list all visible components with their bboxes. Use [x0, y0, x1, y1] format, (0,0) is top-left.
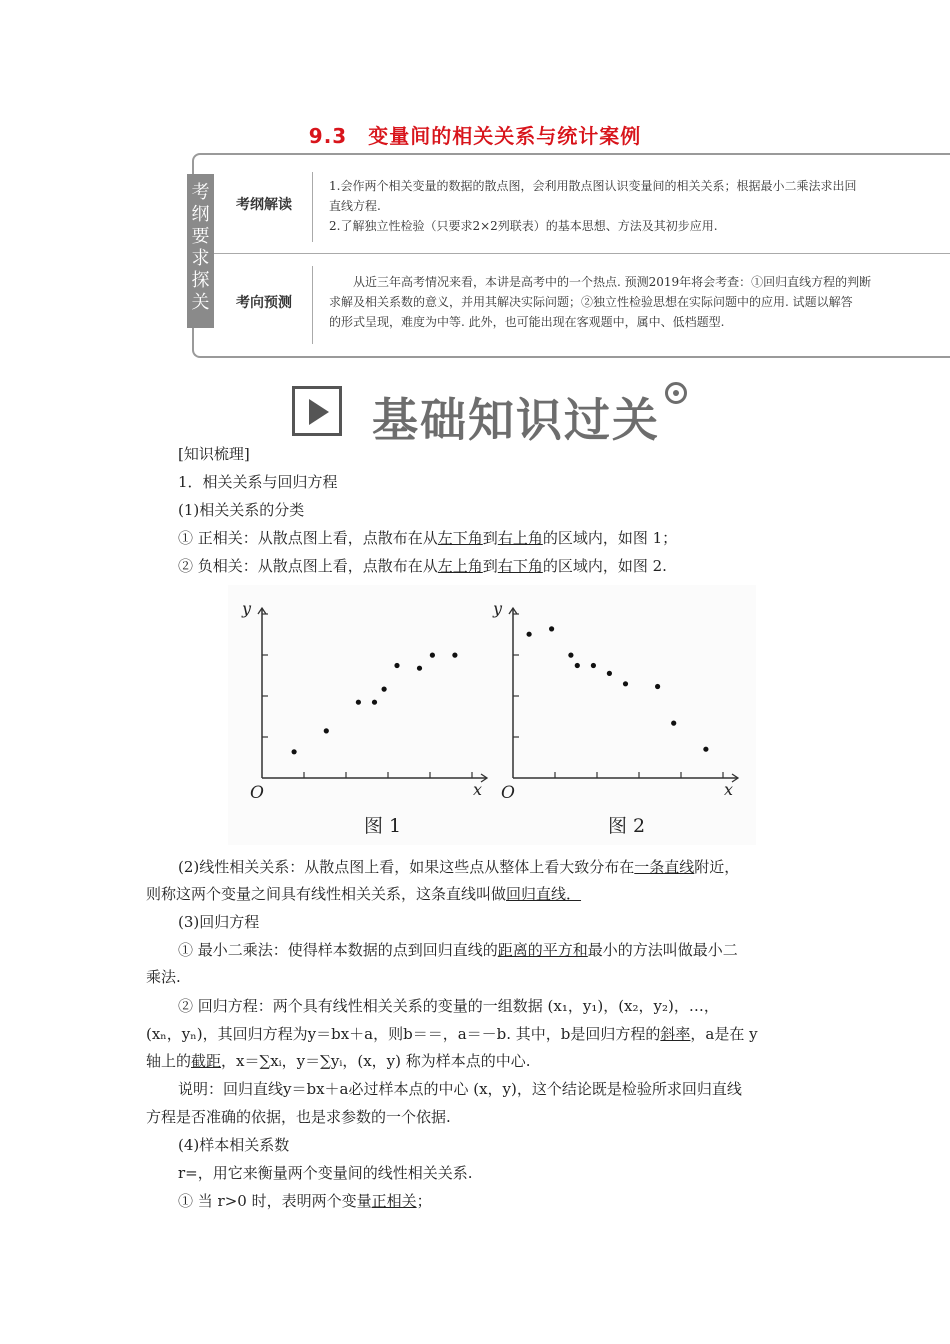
scatter-figure	[228, 585, 756, 845]
scatter-point	[607, 671, 612, 676]
requirements-row-text	[329, 272, 950, 332]
scatter-point	[430, 653, 435, 658]
scatter-point	[324, 728, 329, 733]
requirements-row-text	[329, 176, 950, 236]
y-axis-label: y	[493, 599, 503, 618]
requirements-row-forecast	[214, 254, 950, 352]
x-axis-label: x	[473, 780, 483, 799]
blank-answer: 右下角	[497, 557, 543, 575]
regression-equation-line-3	[146, 1050, 531, 1072]
origin-label: O	[250, 783, 264, 803]
scatter-point	[591, 663, 596, 668]
blank-answer: 截距	[191, 1052, 222, 1070]
origin-label: O	[501, 783, 515, 803]
scatter-point	[623, 681, 628, 686]
text-line: 从近三年高考情况来看，本讲是高考中的一个热点. 预测2019年将会考查：①回归直线方程的判断	[329, 275, 872, 289]
blank-answer: 回归直线．	[506, 885, 582, 903]
scatter-point	[394, 663, 399, 668]
correlation-coefficient-text: r=，用它来衡量两个变量间的线性相关关系.	[178, 1164, 473, 1182]
figure-caption-2: 图 2	[608, 815, 646, 837]
positive-r-text	[178, 1190, 432, 1212]
scatter-point	[382, 687, 387, 692]
linear-correlation-line-1	[178, 856, 739, 878]
y-axis-label: y	[242, 599, 252, 618]
blank-answer: 正相关	[371, 1192, 417, 1210]
text: ① 最小二乘法：使得样本数据的点到回归直线的	[178, 941, 498, 959]
x-axis-label: x	[724, 780, 734, 799]
subheading: (4)样本相关系数	[178, 1136, 290, 1154]
scatter-point	[568, 653, 573, 658]
text: ① 正相关：从散点图上看，点散布在从	[178, 529, 438, 547]
text: (xₙ，yₙ)，其回归方程为y＝bx＋a，则b＝＝，a＝－b. 其中，b是回归方程的	[146, 1025, 661, 1043]
blank-answer: 左上角	[437, 557, 483, 575]
least-squares-line-2: 乘法.	[146, 968, 181, 986]
negative-correlation-text	[178, 555, 667, 577]
text: 到	[482, 557, 498, 575]
text: ，x＝∑xᵢ，y＝∑yᵢ，(x，y) 称为样本点的中心.	[221, 1052, 531, 1070]
text: 轴上的	[146, 1052, 192, 1070]
page-title: 9.3 变量间的相关关系与统计案例	[308, 124, 642, 148]
row-divider	[312, 172, 313, 242]
blank-answer: 右上角	[497, 529, 543, 547]
text: 则称这两个变量之间具有线性相关关系，这条直线叫做	[146, 885, 507, 903]
scatter-point	[292, 749, 297, 754]
scatter-point	[372, 700, 377, 705]
text: 的区域内，如图 1；	[542, 529, 678, 547]
banner-title: 基础知识过关	[372, 393, 660, 447]
linear-correlation-line-2	[146, 883, 581, 905]
text-line: 直线方程.	[329, 199, 381, 213]
text-line: 2.了解独立性检验（只要求2×2列联表）的基本思想、方法及其初步应用.	[329, 219, 718, 233]
text: 的区域内，如图 2.	[542, 557, 667, 575]
text: 附近，	[694, 858, 740, 876]
note-line-1: 说明：回归直线y＝bx＋a必过样本点的中心 (x，y)，这个结论既是检验所求回归直线	[178, 1080, 742, 1098]
requirements-row-label: 考向预测	[236, 295, 292, 311]
blank-answer: 左下角	[437, 529, 483, 547]
scatter-point	[417, 666, 422, 671]
text: 到	[482, 529, 498, 547]
regression-equation-line-2	[146, 1023, 758, 1045]
text-line: 的形式呈现，难度为中等. 此外，也可能出现在客观题中，属中、低档题型.	[329, 315, 725, 329]
requirements-row-outline	[214, 164, 950, 252]
scatter-point	[575, 663, 580, 668]
text: ② 负相关：从散点图上看，点散布在从	[178, 557, 438, 575]
note-line-2: 方程是否准确的依据，也是求参数的一个依据.	[146, 1108, 451, 1126]
positive-correlation-text	[178, 527, 677, 549]
scatter-plots	[228, 585, 756, 845]
blank-answer: 距离的平方和	[497, 941, 588, 959]
scatter-point	[527, 632, 532, 637]
scatter-point	[655, 684, 660, 689]
target-icon	[665, 382, 687, 404]
requirements-tab	[187, 174, 214, 328]
text-line: 1.会作两个相关变量的数据的散点图，会利用散点图认识变量间的相关关系；根据最小二乘法求出回	[329, 179, 857, 193]
text-line: 求解及相关系数的意义，并用其解决实际问题；②独立性检验思想在实际问题中的应用. 试题以解答	[329, 295, 853, 309]
subheading: (3)回归方程	[178, 913, 260, 931]
scatter-point	[671, 721, 676, 726]
requirements-tab-label: 考纲要求探关	[191, 182, 210, 313]
figure-caption-1: 图 1	[364, 815, 402, 837]
text: ；	[416, 1192, 432, 1210]
scatter-point	[452, 653, 457, 658]
regression-equation-line-1: ② 回归方程：两个具有线性相关关系的变量的一组数据 (x₁，y₁)，(x₂，y₂)，…，	[178, 997, 719, 1015]
scatter-point	[356, 700, 361, 705]
text: ，a是在 y	[690, 1025, 758, 1043]
row-divider	[312, 266, 313, 344]
heading: 1．相关关系与回归方程	[178, 473, 338, 491]
requirements-row-label: 考纲解读	[236, 197, 292, 213]
text: (2)线性相关关系：从散点图上看，如果这些点从整体上看大致分布在	[178, 858, 635, 876]
scatter-point	[703, 747, 708, 752]
text: 最小的方法叫做最小二	[587, 941, 738, 959]
text: ① 当 r>0 时，表明两个变量	[178, 1192, 372, 1210]
play-icon	[292, 386, 342, 436]
blank-answer: 一条直线	[634, 858, 695, 876]
scatter-point	[549, 626, 554, 631]
least-squares-line-1	[178, 939, 738, 961]
subheading: (1)相关关系的分类	[178, 501, 305, 519]
blank-answer: 斜率	[660, 1025, 691, 1043]
section-tag: [知识梳理]	[178, 445, 250, 463]
